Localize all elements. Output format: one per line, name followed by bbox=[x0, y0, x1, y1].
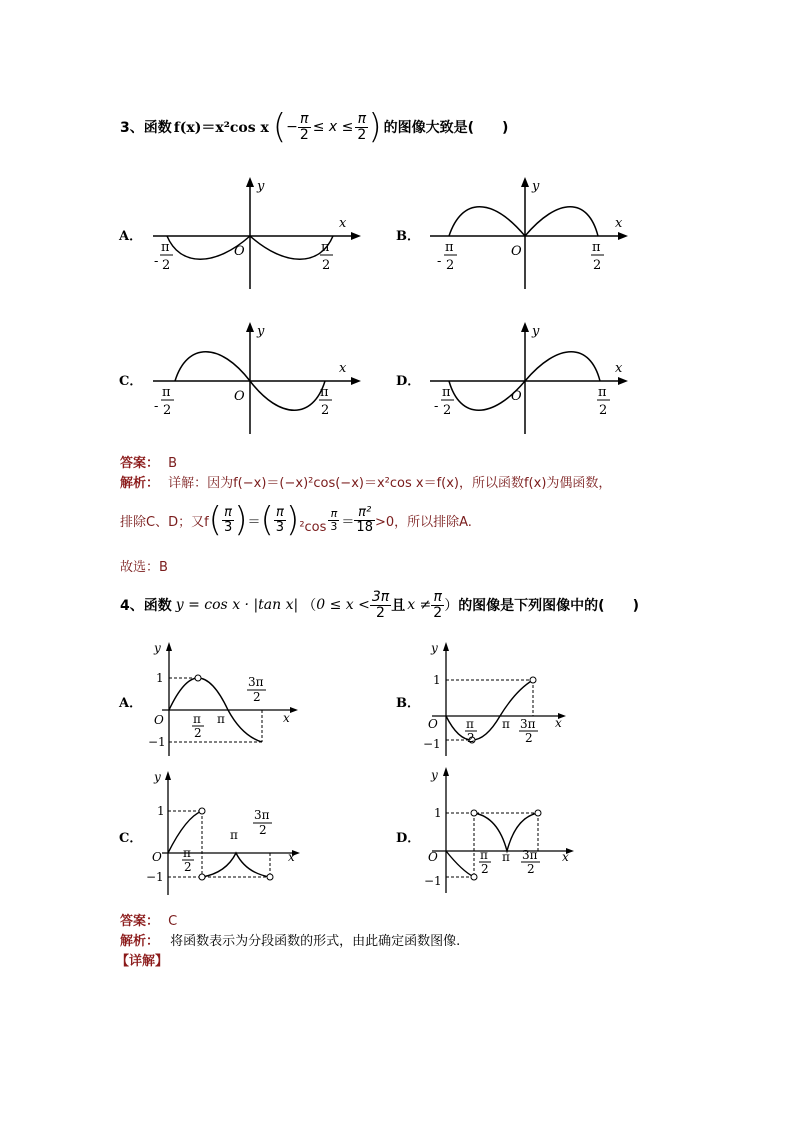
open-point-top bbox=[199, 808, 205, 814]
origin-label: O bbox=[234, 244, 245, 259]
q3-option-b: B． bbox=[396, 229, 420, 244]
tick-one: 1 bbox=[157, 804, 165, 818]
x-label: x bbox=[339, 361, 347, 376]
y-axis-arrow bbox=[443, 642, 449, 651]
y-label: y bbox=[257, 179, 265, 194]
tick-pi: π bbox=[230, 828, 238, 842]
q3-option-d: D． bbox=[396, 374, 421, 389]
q3-answer-value: B bbox=[168, 456, 178, 471]
tick-3pi2-den: 2 bbox=[259, 823, 267, 837]
tick-one: 1 bbox=[434, 806, 442, 820]
tick-3pi2-den: 2 bbox=[253, 690, 261, 704]
tick-minus: - bbox=[154, 254, 159, 269]
y-label: y bbox=[154, 641, 161, 655]
tick-pi-right: π bbox=[320, 385, 329, 400]
q4-function: y = cos x · |tan x| bbox=[175, 597, 299, 613]
tick-pi-half-den: 2 bbox=[184, 860, 192, 874]
tick-pi-left: π bbox=[442, 385, 451, 400]
q4-graph-c bbox=[140, 765, 310, 900]
tick-pi-right: π bbox=[598, 385, 607, 400]
origin-label: O bbox=[428, 850, 438, 864]
x-axis-arrow bbox=[351, 232, 361, 240]
q3-cond-frac-2: $\frac{\pi}{2}$ bbox=[357, 110, 367, 143]
open-point-bottom bbox=[471, 874, 477, 880]
tick-pi: π bbox=[502, 850, 510, 864]
open-point-bottom bbox=[199, 874, 205, 880]
y-axis-arrow bbox=[246, 177, 254, 187]
q3-pi-over-3-a: $\frac{\pi}{3}$ bbox=[223, 504, 233, 535]
curve bbox=[449, 207, 598, 236]
q4-stem bbox=[120, 584, 639, 626]
origin-label: O bbox=[234, 389, 245, 404]
tick-two-left: 2 bbox=[443, 403, 452, 418]
tick-3pi2-num: 3π bbox=[520, 717, 536, 731]
y-label: y bbox=[532, 179, 540, 194]
tick-two-left: 2 bbox=[446, 258, 455, 273]
y-axis-arrow bbox=[443, 767, 449, 776]
tick-one: 1 bbox=[433, 673, 441, 687]
q4-option-a: A． bbox=[119, 696, 143, 711]
tick-3pi2-den: 2 bbox=[527, 862, 535, 876]
q3-analysis-sq-cos: ²cos bbox=[299, 519, 327, 535]
q3-analysis-label: 解析： bbox=[120, 476, 160, 491]
curve-right bbox=[202, 853, 270, 877]
x-label: x bbox=[615, 361, 623, 376]
q4-stem-b: 的图像是下列图像中的( ) bbox=[458, 598, 639, 614]
tick-minus: - bbox=[154, 399, 159, 414]
y-label: y bbox=[431, 641, 438, 655]
y-axis-arrow bbox=[166, 642, 172, 651]
tick-pi-right: π bbox=[321, 240, 330, 255]
tick-pi-half-num: π bbox=[183, 846, 191, 860]
tick-two-right: 2 bbox=[593, 258, 602, 273]
q3-analysis-line-2b: >0，所以排除A. bbox=[374, 514, 472, 530]
tick-pi-half-den: 2 bbox=[481, 862, 489, 876]
q4-number: 4、 bbox=[120, 598, 144, 614]
q4-analysis-label: 解析： bbox=[120, 934, 160, 949]
tick-neg-one: −1 bbox=[424, 874, 442, 888]
q4-cond-close: ） bbox=[444, 598, 459, 614]
origin-label: O bbox=[152, 850, 162, 864]
q3-pi-over-3-b: $\frac{\pi}{3}$ bbox=[275, 504, 285, 535]
y-axis-arrow bbox=[521, 322, 529, 332]
q3-pi-over-3-c: $\frac{\pi}{3}$ bbox=[330, 506, 338, 533]
q4-answer-row bbox=[120, 910, 177, 929]
x-axis-arrow bbox=[618, 232, 628, 240]
q3-paren-r1: ) bbox=[234, 500, 248, 540]
tick-neg-one: −1 bbox=[148, 735, 166, 749]
origin-label: O bbox=[511, 389, 522, 404]
tick-pi: π bbox=[217, 712, 225, 726]
q3-paren-r2: ) bbox=[286, 500, 300, 540]
q4-cond-a: 0 ≤ x < bbox=[316, 597, 370, 613]
q3-right-paren: ) bbox=[368, 107, 382, 147]
tick-3pi2-den: 2 bbox=[525, 731, 533, 745]
q4-option-c: C． bbox=[119, 831, 143, 846]
open-point-end bbox=[267, 874, 273, 880]
q3-graph-d bbox=[422, 320, 642, 435]
q4-answer-value: C bbox=[168, 914, 178, 929]
y-label: y bbox=[431, 768, 438, 782]
x-label: x bbox=[288, 850, 295, 864]
q3-analysis-eq-2: ＝ bbox=[341, 514, 355, 530]
tick-two-right: 2 bbox=[322, 258, 331, 273]
q3-option-a: A． bbox=[119, 229, 143, 244]
q4-graph-b bbox=[418, 638, 588, 763]
q3-answer-label: 答案： bbox=[120, 456, 160, 471]
tick-3pi2-num: 3π bbox=[248, 675, 264, 689]
tick-two-right: 2 bbox=[599, 403, 608, 418]
tick-pi-half-den: 2 bbox=[467, 731, 475, 745]
q4-analysis-text: 将函数表示为分段函数的形式，由此确定函数图像. bbox=[170, 934, 461, 949]
curve-right bbox=[474, 813, 538, 851]
tick-pi-left: π bbox=[445, 240, 454, 255]
q3-paren-l1: ( bbox=[208, 500, 222, 540]
x-label: x bbox=[555, 716, 562, 730]
x-axis-arrow bbox=[618, 377, 628, 385]
tick-pi: π bbox=[502, 717, 510, 731]
q4-answer-label: 答案： bbox=[120, 914, 160, 929]
q3-graph-a bbox=[145, 175, 365, 290]
q4-cond-b: 且 bbox=[391, 598, 406, 614]
tick-two-left: 2 bbox=[162, 258, 171, 273]
q3-analysis-eq: ＝ bbox=[247, 514, 261, 530]
y-label: y bbox=[532, 324, 540, 339]
q3-answer-row bbox=[120, 452, 177, 471]
tick-two-left: 2 bbox=[163, 403, 172, 418]
q4-stem-a: 函数 bbox=[143, 598, 172, 614]
q4-cond-frac-pi2: $\frac{\pi}{2}$ bbox=[433, 588, 443, 621]
y-label: y bbox=[257, 324, 265, 339]
tick-3pi2-num: 3π bbox=[522, 848, 538, 862]
origin-label: O bbox=[154, 713, 164, 727]
tick-neg-one: −1 bbox=[423, 737, 441, 751]
tick-pi-right: π bbox=[592, 240, 601, 255]
tick-pi-half-num: π bbox=[466, 717, 474, 731]
q3-function: f(x)＝x²cos x bbox=[173, 120, 269, 136]
q3-analysis-line-1: 详解：因为f(−x)＝(−x)²cos(−x)＝x²cos x＝f(x)，所以函数f(x)为偶函数， bbox=[168, 476, 612, 491]
q3-analysis-row-1 bbox=[120, 472, 611, 491]
tick-one: 1 bbox=[156, 671, 164, 685]
tick-pi-left: π bbox=[162, 385, 171, 400]
q3-option-c: C． bbox=[119, 374, 143, 389]
q4-graph-d bbox=[418, 765, 588, 900]
open-point-high bbox=[530, 677, 536, 683]
q3-cond-frac-1: $\frac{\pi}{2}$ bbox=[299, 110, 309, 143]
q3-analysis-row-2 bbox=[120, 498, 472, 542]
q3-graph-b bbox=[422, 175, 642, 290]
tick-pi-half-num: π bbox=[193, 712, 201, 726]
q3-choose: 故选：B bbox=[120, 560, 168, 575]
tick-minus: - bbox=[437, 254, 442, 269]
q4-option-b: B． bbox=[396, 696, 420, 711]
origin-label: O bbox=[428, 717, 438, 731]
tick-neg-one: −1 bbox=[146, 870, 164, 884]
x-axis-arrow bbox=[290, 707, 298, 713]
q3-left-paren: ( bbox=[272, 107, 287, 147]
q4-detail-heading: 【详解】 bbox=[116, 954, 169, 969]
tick-pi-half-den: 2 bbox=[194, 726, 202, 740]
x-label: x bbox=[615, 216, 623, 231]
tick-two-right: 2 bbox=[321, 403, 330, 418]
tick-minus: - bbox=[434, 399, 439, 414]
tick-pi-half-num: π bbox=[480, 848, 488, 862]
q3-cond-minus: − bbox=[286, 119, 298, 135]
x-label: x bbox=[339, 216, 347, 231]
q3-stem-b: 的图像大致是( ) bbox=[383, 120, 509, 136]
q4-graph-a bbox=[140, 638, 310, 763]
tick-pi-left: π bbox=[161, 240, 170, 255]
q3-cond-le: ≤ x ≤ bbox=[312, 119, 354, 135]
open-point bbox=[195, 675, 201, 681]
q4-analysis-row bbox=[120, 930, 460, 949]
q3-pi-sq-over-18: $\frac{\text{π²}}{18}$ bbox=[356, 504, 373, 535]
x-label: x bbox=[283, 711, 290, 725]
y-label: y bbox=[154, 770, 161, 784]
q4-cond-open: （ bbox=[302, 598, 317, 614]
y-axis-arrow bbox=[165, 771, 171, 780]
curve-left bbox=[446, 851, 474, 877]
q4-x-ne: x ≠ bbox=[407, 597, 432, 613]
q3-paren-l2: ( bbox=[260, 500, 274, 540]
q3-analysis-line-2a: 排除C、D；又f bbox=[120, 514, 209, 530]
tick-3pi2-num: 3π bbox=[254, 808, 270, 822]
open-point-top bbox=[471, 810, 477, 816]
x-label: x bbox=[562, 850, 569, 864]
open-point-end bbox=[535, 810, 541, 816]
q3-number: 3、 bbox=[120, 120, 144, 136]
q4-cond-frac-3pi2: $\frac{3\pi}{2}$ bbox=[371, 588, 390, 621]
origin-label: O bbox=[511, 244, 522, 259]
q3-graph-c bbox=[145, 320, 365, 435]
q4-option-d: D． bbox=[396, 831, 421, 846]
x-axis-arrow bbox=[351, 377, 361, 385]
y-axis-arrow bbox=[521, 177, 529, 187]
q3-stem-a: 函数 bbox=[143, 120, 172, 136]
q3-stem bbox=[120, 106, 508, 148]
y-axis-arrow bbox=[246, 322, 254, 332]
